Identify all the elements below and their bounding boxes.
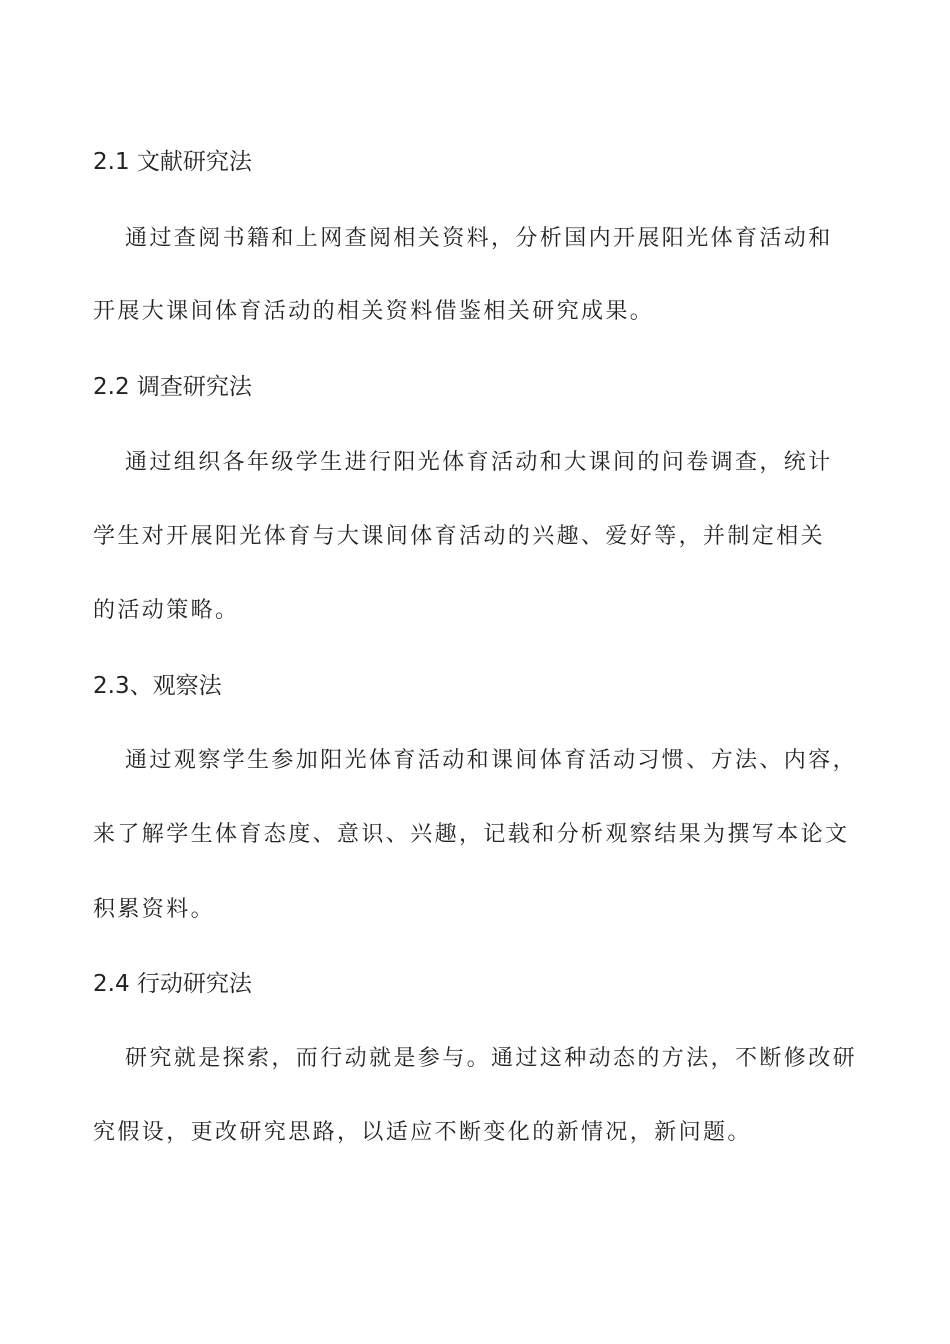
section-heading-2-3: 2.3、观察法 — [93, 673, 222, 699]
paragraph-line: 来了解学生体育态度、意识、兴趣，记载和分析观察结果为撰写本论文 — [93, 822, 850, 847]
paragraph-line: 研究就是探索，而行动就是参与。通过这种动态的方法，不断修改研 — [125, 1046, 858, 1071]
paragraph-line: 通过观察学生参加阳光体育活动和课间体育活动习惯、方法、内容， — [125, 748, 858, 773]
paragraph-line: 学生对开展阳光体育与大课间体育活动的兴趣、爱好等，并制定相关 — [93, 524, 826, 549]
paragraph-line: 通过查阅书籍和上网查阅相关资料，分析国内开展阳光体育活动和 — [125, 226, 833, 251]
paragraph-line: 通过组织各年级学生进行阳光体育活动和大课间的问卷调查，统计 — [125, 450, 833, 475]
section-heading-2-1: 2.1 文献研究法 — [93, 149, 252, 175]
paragraph-line: 开展大课间体育活动的相关资料借鉴相关研究成果。 — [93, 299, 655, 324]
paragraph-line: 究假设，更改研究思路，以适应不断变化的新情况，新问题。 — [93, 1120, 752, 1145]
section-heading-2-2: 2.2 调查研究法 — [93, 374, 252, 400]
paragraph-line: 积累资料。 — [93, 897, 216, 922]
section-heading-2-4: 2.4 行动研究法 — [93, 971, 252, 997]
paragraph-line: 的活动策略。 — [93, 598, 240, 623]
document-page — [93, 0, 863, 1344]
